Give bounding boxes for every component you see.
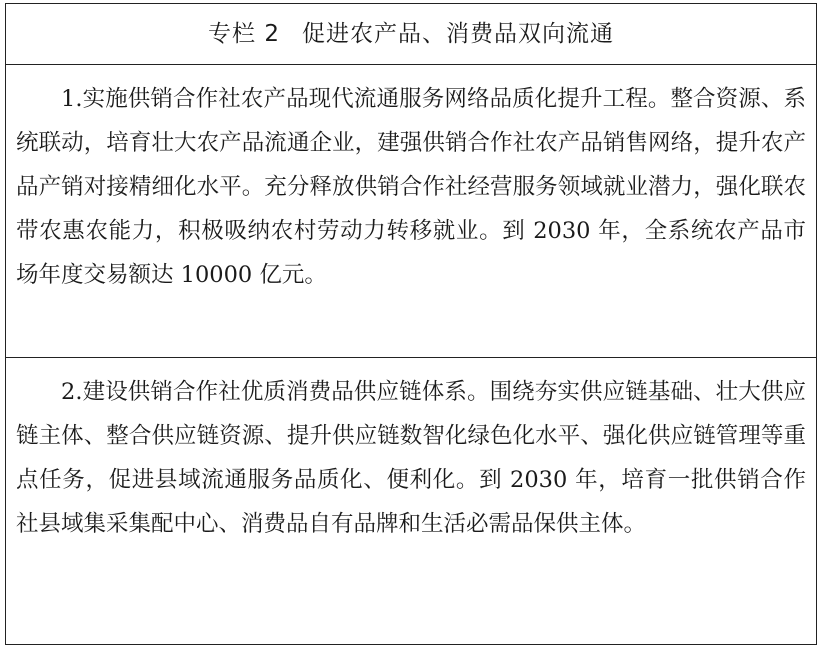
- section-agri-products: [6, 65, 816, 358]
- column-number: 专栏 2: [208, 21, 280, 47]
- column-title: [6, 4, 816, 65]
- column-heading: 促进农产品、消费品双向流通: [301, 21, 614, 47]
- column-box: [5, 3, 817, 645]
- section-paragraph: 1.实施供销合作社农产品现代流通服务网络品质化提升工程。整合资源、系统联动，培育壮大农产品流通企业，建强供销合作社农产品销售网络，提升农产品产销对接精细化水平。充分释放供销合作社经营服务领域就业潜力，强化联农带农惠农能力，积极吸纳农村劳动力转移就业。到 2030 年，全系统农产品市场年度交易额达 10000 亿元。: [16, 86, 806, 288]
- section-paragraph: 2.建设供销合作社优质消费品供应链体系。围绕夯实供应链基础、壮大供应链主体、整合供应链资源、提升供应链数智化绿色化水平、强化供应链管理等重点任务，促进县域流通服务品质化、便利化。到 2030 年，培育一批供销合作社县域集采集配中心、消费品自有品牌和生活必需品保供主体。: [16, 379, 806, 537]
- section-consumer-goods: [6, 358, 816, 644]
